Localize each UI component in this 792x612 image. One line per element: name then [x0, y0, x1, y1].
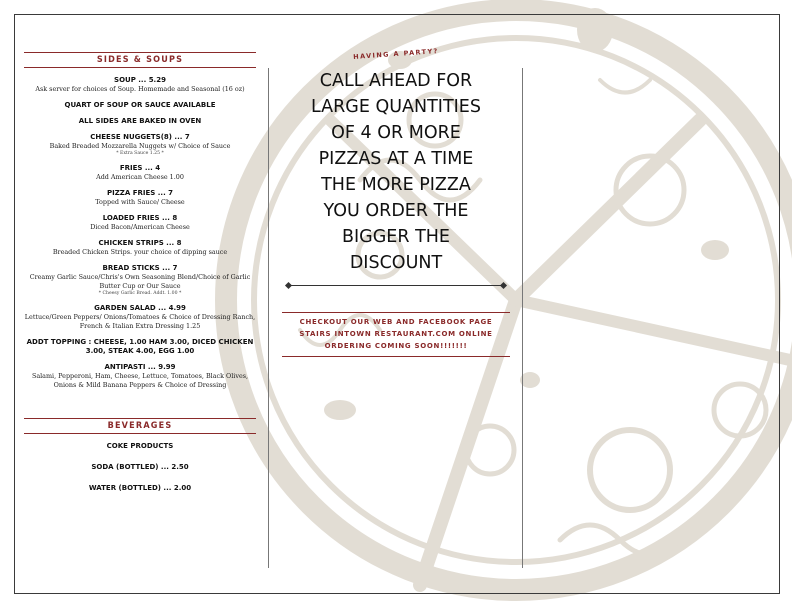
menu-item-description: Topped with Sauce/ Cheese: [95, 198, 185, 206]
menu-item-title: BREAD STICKS ... 7: [102, 264, 178, 272]
menu-item-title: CHEESE NUGGETS(8) ... 7: [90, 133, 190, 141]
menu-item-description: Salami, Pepperoni, Ham, Cheese, Lettuce, Tomatoes, Black Olives, Onions & Mild Banana Peppers & Choice of Dressing: [31, 372, 249, 389]
beverage-item: [24, 463, 256, 472]
web-promo-banner: CHECKOUT OUR WEB AND FACEBOOK PAGE STAIRS INTOWN RESTAURANT.COM ONLINE ORDERING COMING SOON!!!!!!!: [282, 312, 510, 357]
menu-item: [24, 214, 256, 232]
menu-item-title: CHICKEN STRIPS ... 8: [98, 239, 182, 247]
menu-item-note: * Cheesy Garlic Bread. Addt. 1.00 *: [98, 291, 182, 296]
sides-heading: SIDES & SOUPS: [24, 52, 256, 68]
menu-item: [24, 117, 256, 126]
beverages-list: [24, 442, 256, 493]
ornamental-divider: [288, 282, 504, 290]
beverage-item-title: SODA (BOTTLED) ... 2.50: [91, 463, 189, 471]
menu-item-title: ALL SIDES ARE BAKED IN OVEN: [78, 117, 202, 125]
menu-item: [24, 338, 256, 356]
menu-item-note: * Extra Sauce 1.25 *: [116, 151, 164, 156]
menu-item-title: FRIES ... 4: [119, 164, 161, 172]
menu-item: [24, 363, 256, 390]
menu-item: [24, 164, 256, 182]
menu-item-title: GARDEN SALAD ... 4.99: [94, 304, 186, 312]
menu-item: [24, 189, 256, 207]
menu-item-title: QUART OF SOUP OR SAUCE AVAILABLE: [64, 101, 216, 109]
beverages-heading: BEVERAGES: [24, 418, 256, 434]
beverage-item-title: COKE PRODUCTS: [106, 442, 174, 450]
sides-list: [24, 76, 256, 390]
party-tagline: HAVING A PARTY?: [352, 47, 439, 61]
beverage-item-title: WATER (BOTTLED) ... 2.00: [88, 484, 192, 492]
menu-item: [24, 133, 256, 157]
menu-item-description: Add American Cheese 1.00: [96, 173, 184, 181]
menu-item-title: SOUP ... 5.29: [114, 76, 166, 84]
beverage-item: [24, 442, 256, 451]
beverages-section: [24, 418, 256, 493]
beverage-item: [24, 484, 256, 493]
column-divider: [522, 68, 523, 568]
menu-item: [24, 304, 256, 331]
menu-item-title: ADDT TOPPING : CHEESE, 1.00 HAM 3.00, DICED CHICKEN 3.00, STEAK 4.00, EGG 1.00: [26, 338, 254, 355]
column-divider: [268, 68, 269, 568]
party-column: [282, 44, 510, 357]
party-message: CALL AHEAD FOR LARGE QUANTITIES OF 4 OR MORE PIZZAS AT A TIME THE MORE PIZZA YOU ORDER THE BIGGER THE DISCOUNT: [311, 71, 481, 273]
menu-item-title: LOADED FRIES ... 8: [102, 214, 178, 222]
menu-item: [24, 264, 256, 297]
menu-item-description: Creamy Garlic Sauce/Chris's Own Seasoning Blend/Choice of Garlic Butter Cup or Our Sauce: [29, 273, 251, 290]
menu-item: [24, 76, 256, 94]
menu-item: [24, 239, 256, 257]
menu-item-description: Lettuce/Green Peppers/ Onions/Tomatoes & Choice of Dressing Ranch, French & Italian Extra Dressing 1.25: [24, 313, 256, 330]
menu-item-description: Baked Breaded Mozzarella Nuggets w/ Choice of Sauce: [49, 142, 231, 150]
menu-item-description: Ask server for choices of Soup. Homemade and Seasonal (16 oz): [35, 85, 245, 93]
sides-column: [24, 52, 256, 505]
menu-item-description: Diced Bacon/American Cheese: [90, 223, 190, 231]
menu-item: [24, 101, 256, 110]
menu-item-title: PIZZA FRIES ... 7: [106, 189, 174, 197]
menu-item-title: ANTIPASTI ... 9.99: [104, 363, 176, 371]
menu-item-description: Breaded Chicken Strips. your choice of dipping sauce: [52, 248, 228, 256]
